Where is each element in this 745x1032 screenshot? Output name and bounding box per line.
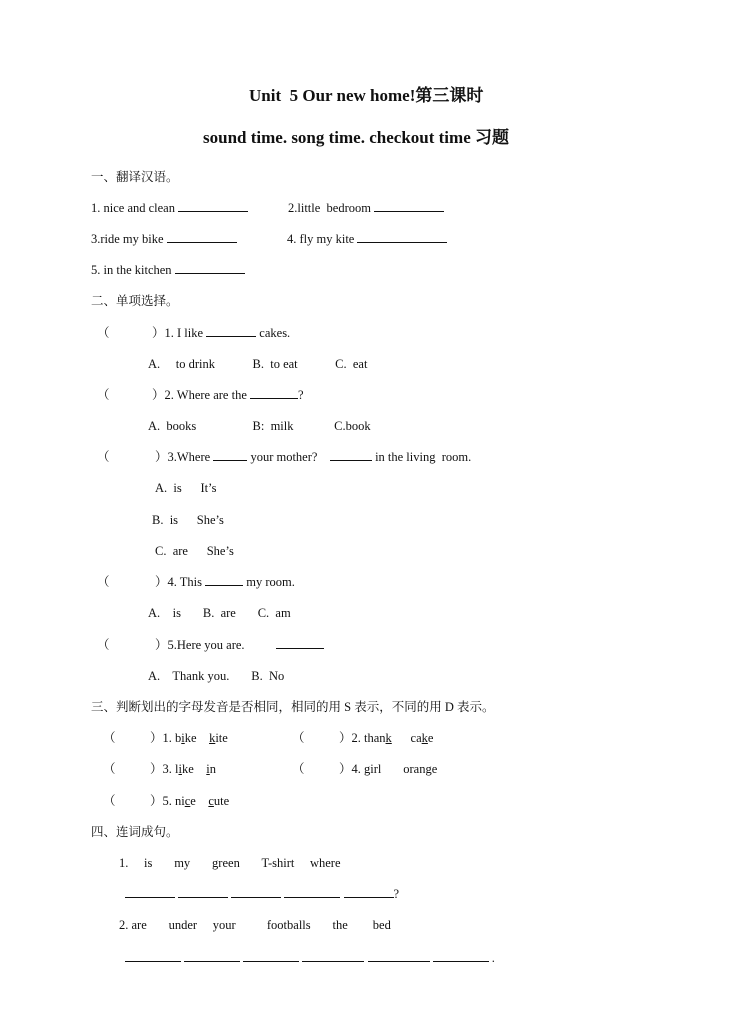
question-3-4: ）4. girl orange xyxy=(339,762,438,776)
section-3-heading: 三、判断划出的字母发音是否相同，相同的用 S 表示，不同的用 D 表示。 xyxy=(91,700,495,714)
page-subtitle: sound time. song time. checkout time 习题 xyxy=(203,128,509,147)
options-2-5: A. Thank you. B. No xyxy=(148,669,285,683)
answer-paren-2-3: （ xyxy=(97,450,110,464)
question-1-3: 3.ride my bike xyxy=(91,231,237,247)
question-2-4: ）4. This my room. xyxy=(155,575,295,589)
answer-line-4-1: ? xyxy=(125,886,399,902)
question-2-3: ）3.Where your mother? in the living room. xyxy=(155,450,472,464)
question-4-2: 2. are under your footballs the bed xyxy=(119,918,391,932)
section-2-heading: 二、单项选择。 xyxy=(91,294,179,308)
question-1-2: 2.little bedroom xyxy=(288,200,444,216)
question-3-3: ）3. like in xyxy=(150,762,217,776)
option-2-3-a: A. is It’s xyxy=(155,481,217,495)
question-2-5: ）5.Here you are. xyxy=(155,637,324,653)
options-2-4: A. is B. are C. am xyxy=(148,606,291,620)
options-2-2: A. books B: milk C.book xyxy=(148,419,371,433)
section-4-heading: 四、连词成句。 xyxy=(91,825,179,839)
answer-paren-2-1: （ xyxy=(97,326,110,340)
option-2-3-c: C. are She’s xyxy=(155,544,234,558)
question-4-1: 1. is my green T-shirt where xyxy=(119,856,341,870)
answer-paren-3-4: （ xyxy=(292,762,305,776)
answer-paren-3-5: （ xyxy=(103,794,116,808)
answer-paren-3-3: （ xyxy=(103,762,116,776)
answer-paren-2-2: （ xyxy=(97,388,110,402)
section-1-heading: 一、翻译汉语。 xyxy=(91,170,179,184)
question-1-1: 1. nice and clean xyxy=(91,200,248,216)
options-2-1: A. to drink B. to eat C. eat xyxy=(148,357,368,371)
question-2-2: ）2. Where are the ? xyxy=(152,388,304,402)
answer-paren-2-4: （ xyxy=(97,575,110,589)
page-title: Unit 5 Our new home!第三课时 xyxy=(249,86,484,105)
question-1-4: 4. fly my kite xyxy=(287,231,447,247)
answer-line-4-2: . xyxy=(125,950,495,966)
answer-paren-3-1: （ xyxy=(103,731,116,745)
question-3-2: ）2. thank cake xyxy=(339,731,434,745)
question-3-5: ）5. nice cute xyxy=(150,794,230,808)
answer-paren-3-2: （ xyxy=(292,731,305,745)
question-3-1: ）1. bike kite xyxy=(150,731,228,745)
option-2-3-b: B. is She’s xyxy=(152,513,224,527)
question-2-1: ）1. I like cakes. xyxy=(152,326,291,340)
answer-paren-2-5: （ xyxy=(97,638,110,652)
question-1-5: 5. in the kitchen xyxy=(91,262,245,278)
